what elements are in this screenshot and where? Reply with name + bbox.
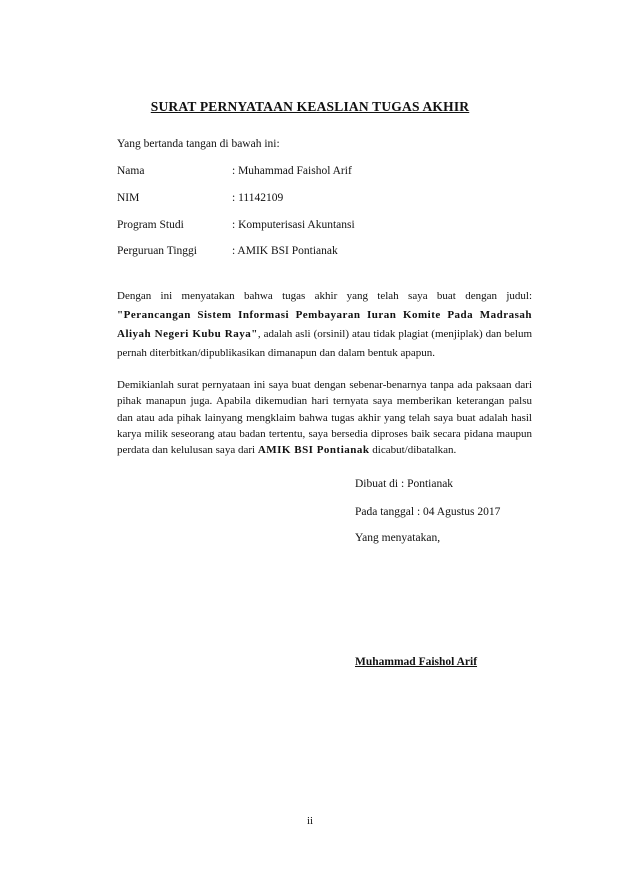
document-title: SURAT PERNYATAAN KEASLIAN TUGAS AKHIR: [150, 99, 470, 114]
institution-name: AMIK BSI Pontianak: [257, 444, 370, 457]
field-label: NIM: [117, 192, 140, 204]
declaration-paragraph: [117, 377, 532, 458]
declaration-ending: dicabut/dibatalkan.: [369, 444, 457, 457]
signature-place: Dibuat di : Pontianak: [355, 478, 454, 490]
intro-text: Yang bertanda tangan di bawah ini:: [117, 138, 280, 150]
field-label: Nama: [117, 165, 145, 177]
statement-rest: , adalah asli (orsinil) atau tidak plagiat (menjiplak) dan belum pernah diterbitkan/dipublikasikan dimanapun dan dalam bentuk apapun.: [117, 328, 533, 359]
field-value: : Muhammad Faishol Arif: [232, 165, 352, 177]
signatory-name: Muhammad Faishol Arif: [355, 656, 478, 668]
thesis-title: "Perancangan Sistem Informasi Pembayaran Iuran Komite Pada Madrasah Aliyah Negeri Kubu Raya": [117, 309, 532, 340]
statement-paragraph: [117, 287, 532, 363]
statement-lead: Dengan ini menyatakan bahwa tugas akhir yang telah saya buat dengan judul:: [117, 290, 532, 302]
declaration-text: Demikianlah surat pernyataan ini saya buat dengan sebenar-benarnya tanpa ada paksaan dari pihak manapun juga. Apabila dikemudian hari ternyata saya memberikan keterangan palsu dan atau ada pihak lainyang mengklaim bahwa tugas akhir yang telah saya buat adalah hasil karya milik seseorang atau badan tertentu, saya bersedia diproses baik secara pidana maupun perdata dan kelulusan saya dari: [117, 379, 532, 457]
signature-closing: Yang menyatakan,: [355, 532, 441, 544]
field-value: : 11142109: [232, 192, 284, 204]
field-value: : Komputerisasi Akuntansi: [232, 219, 355, 231]
signature-date: Pada tanggal : 04 Agustus 2017: [355, 506, 501, 518]
field-label: Perguruan Tinggi: [117, 245, 197, 257]
page-number: ii: [306, 815, 314, 827]
field-label: Program Studi: [117, 219, 184, 231]
field-value: : AMIK BSI Pontianak: [232, 245, 338, 257]
